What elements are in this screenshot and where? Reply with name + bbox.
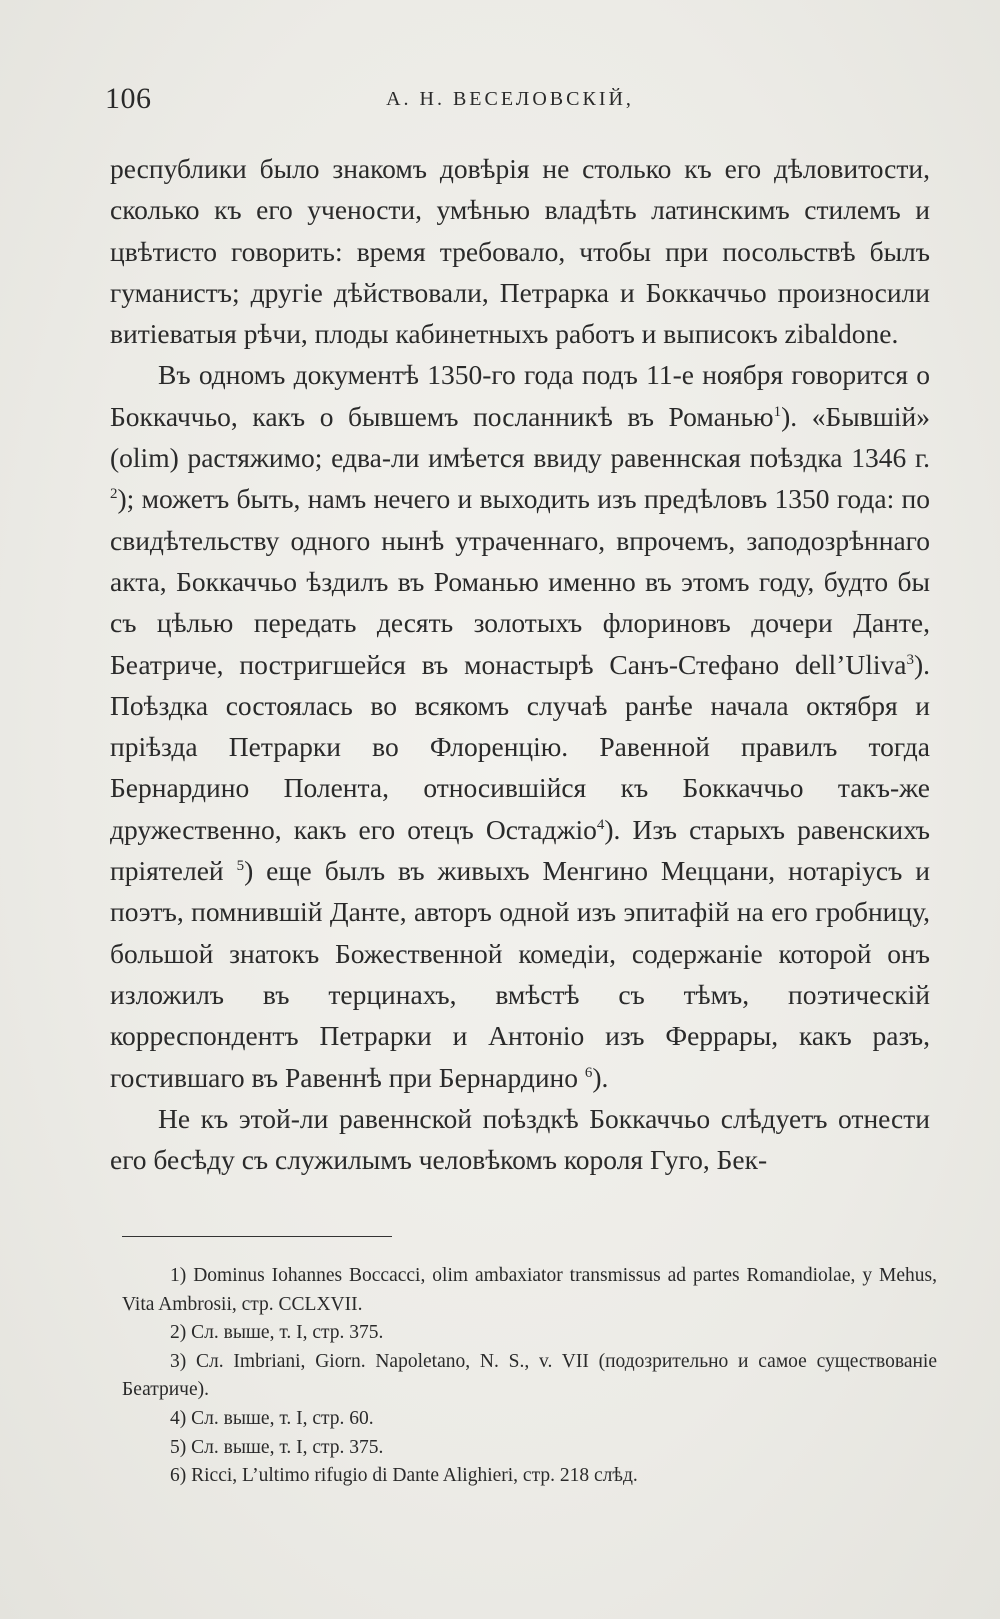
paragraph-text: Въ одномъ документѣ 1350-го года подъ 11-е ноября говорится о Боккаччьо, какъ о бывшемъ посланникѣ въ Романью <box>110 359 930 432</box>
footnote-ref: 4 <box>596 816 605 833</box>
paragraph-text: ). Поѣздка состоялась во всякомъ случаѣ ранѣе начала октября и пріѣзда Петрарки во Флоренцію. Равенной правилъ тогда Бернардино Полента, относившійся къ Боккаччьо такъ-же дружественно, какъ его отецъ Остаджіо <box>110 648 930 845</box>
body-text <box>110 148 930 1180</box>
paragraph <box>110 354 930 1097</box>
paragraph-text: ). <box>592 1061 609 1093</box>
page-number: 106 <box>105 82 152 115</box>
footnote-ref: 3 <box>906 651 914 668</box>
footnote: 4) Сл. выше, т. I, стр. 60. <box>170 1407 374 1429</box>
footnote: 6) Ricci, L’ultimo rifugio di Dante Alighieri, стр. 218 слѣд. <box>170 1465 638 1487</box>
footnote-ref: 5 <box>236 858 245 875</box>
page-header <box>105 82 915 122</box>
paragraph <box>110 148 930 354</box>
footnote: 1) Dominus Iohannes Boccacci, olim ambaxiator transmissus ad partes Romandiolae, y Mehus, Vita Ambrosii, стр. CCLXVII. <box>122 1265 937 1315</box>
paragraph-text: ) еще былъ въ живыхъ Менгино Меццани, нотаріусъ и поэтъ, помнившій Данте, авторъ одной изъ эпитафій на его гробницу, большой знатокъ Божественной комедіи, содержаніе которой онъ изложилъ въ терцинахъ, вмѣстѣ съ тѣмъ, поэтическій корреспондентъ Петрарки и Антоніо изъ Феррары, какъ разъ, гостившаго въ Равеннѣ при Бернардино <box>110 855 930 1093</box>
paragraph <box>110 1098 930 1181</box>
footnote: 2) Сл. выше, т. I, стр. 375. <box>170 1322 384 1344</box>
footnote-rule <box>122 1236 392 1237</box>
footnotes <box>122 1262 937 1491</box>
paragraph-text: ). «Бывшій» (olim) растяжимо; едва-ли имѣется ввиду равеннская поѣздка 1346 г. <box>110 400 930 474</box>
running-head: А. Н. ВЕСЕЛОВСКІЙ, <box>386 88 634 110</box>
footnote-ref: 2 <box>110 486 118 503</box>
footnote-ref: 1 <box>773 403 782 420</box>
paragraph-text: ); можетъ быть, намъ нечего и выходить изъ предѣловъ 1350 года: по свидѣтельству одного нынѣ утраченнаго, впрочемъ, заподозрѣннаго акта, Боккаччьо ѣздилъ въ Романью именно въ этомъ году, будто бы съ цѣлью передать десять золотыхъ флориновъ дочери Данте, Беатриче, постригшейся въ монастырѣ Санъ-Стефано dell’Uliva <box>110 483 930 680</box>
footnote: 3) Сл. Imbriani, Giorn. Napoletano, N. S., v. VII (подозрительно и самое существованіе Беатриче). <box>122 1350 937 1401</box>
footnote: 5) Сл. выше, т. I, стр. 375. <box>170 1436 384 1458</box>
paragraph-text: ). Изъ старыхъ равенскихъ пріятелей <box>110 813 930 887</box>
paragraph-text: Не къ этой-ли равеннской поѣздкѣ Боккаччьо слѣдуетъ отнести его бесѣду съ служилымъ человѣкомъ короля Гуго, Бек- <box>110 1102 930 1176</box>
paragraph-text: республики было знакомъ довѣрія не столько къ его дѣловитости, сколько къ его учености, умѣнью владѣть латинскимъ стилемъ и цвѣтисто говорить: время требовало, чтобы при посольствѣ былъ гуманистъ; другіе дѣйствовали, Петрарка и Боккаччьо произносили витіеватыя рѣчи, плоды кабинетныхъ работъ и выписокъ zibaldone. <box>110 153 930 350</box>
footnote-ref: 6 <box>584 1064 593 1081</box>
